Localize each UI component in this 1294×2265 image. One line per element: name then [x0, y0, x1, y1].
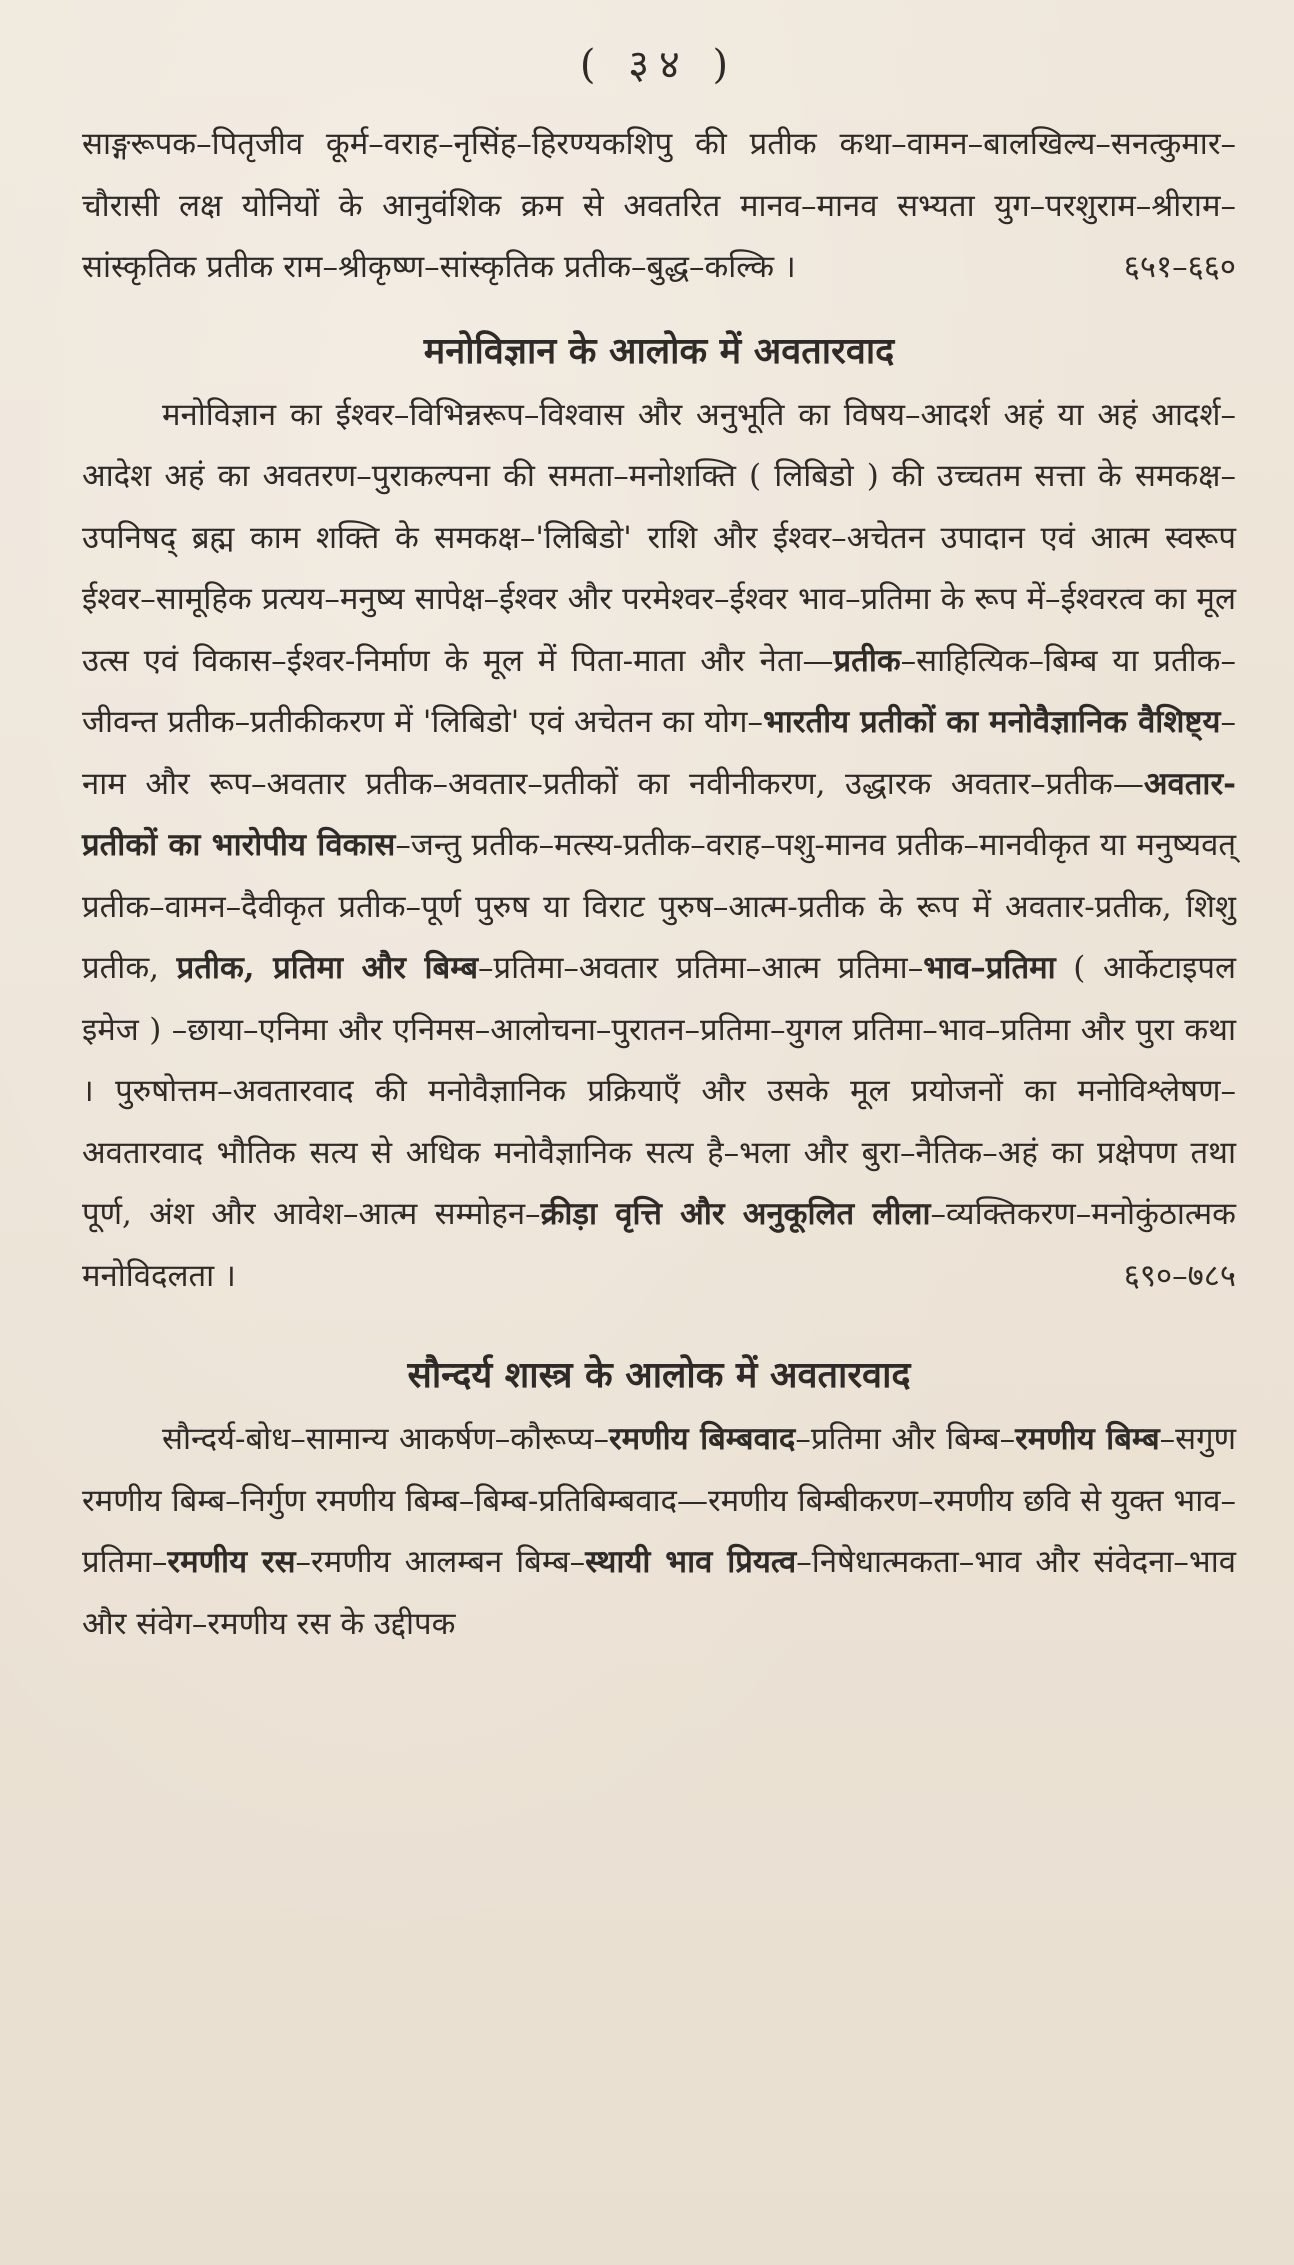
psychology-text [82, 397, 1236, 1294]
bold-term: रमणीय बिम्ब [1015, 1421, 1160, 1457]
intro-paragraph [82, 114, 1236, 299]
text-segment: –निषेधात्मकता–भाव और संवेदना–भाव और संवेग–रमणीय रस के उद्दीपक [82, 1544, 1236, 1642]
section-heading-psychology: मनोविज्ञान के आलोक में अवतारवाद [423, 329, 895, 372]
bold-term: स्थायी भाव प्रियत्व [585, 1544, 797, 1580]
bold-term: प्रतीक, प्रतिमा और बिम्ब [176, 950, 479, 986]
text-segment: ( आर्केटाइपल इमेज ) –छाया–एनिमा और एनिमस–आलोचना–पुरातन–प्रतिमा–युगल प्रतिमा–भाव–प्रतिमा और पुरा कथा । पुरुषोत्तम–अवतारवाद की मनोवैज्ञानिक प्रक्रियाएँ और उसके मूल प्रयोजनों का मनोविश्लेषण–अवतारवाद भौतिक सत्य से अधिक मनोवैज्ञानिक सत्य है–भला और बुरा–नैतिक–अहं का प्रक्षेपण तथा पूर्ण, अंश और आवेश–आत्म सम्मोहन– [82, 950, 1237, 1232]
text-segment: –रमणीय आलम्बन बिम्ब– [295, 1544, 586, 1580]
intro-paragraph-text: साङ्गरूपक–पितृजीव कूर्म–वराह–नृसिंह–हिरण्यकशिपु की प्रतीक कथा–वामन–बालखिल्य–सनत्कुमार–चौरासी लक्ष योनियों के आनुवंशिक क्रम से अवतरित मानव–मानव सभ्यता युग–परशुराम–श्रीराम–सांस्कृतिक प्रतीक राम–श्रीकृष्ण–सांस्कृतिक प्रतीक–बुद्ध–कल्कि । [82, 126, 1236, 285]
psychology-page-range: ६९०–७८५ [1123, 1257, 1236, 1294]
text-segment: –जन्तु प्रतीक–मत्स्य-प्रतीक–वराह–पशु-मानव प्रतीक–मानवीकृत या मनुष्यवत् प्रतीक–वामन–दैवीकृत प्रतीक–पूर्ण पुरुष या विराट पुरुष–आत्म-प्रतीक के रूप में अवतार-प्रतीक, शिशु प्रतीक, [82, 827, 1237, 986]
text-segment: –प्रतिमा–अवतार प्रतिमा–आत्म प्रतिमा– [478, 950, 924, 986]
bold-term: भाव–प्रतिमा [923, 950, 1056, 986]
text-segment: –साहित्यिक–बिम्ब या प्रतीक–जीवन्त प्रतीक–प्रतीकीकरण में 'लिबिडो' एवं अचेतन का योग– [82, 642, 1236, 740]
text-segment: सौन्दर्य-बोध–सामान्य आकर्षण–कौरूप्य– [162, 1421, 609, 1457]
intro-page-range: ६५१–६६० [1123, 249, 1236, 285]
bold-term: रमणीय रस [167, 1544, 296, 1580]
text-segment: –व्यक्तिकरण–मनोकुंठात्मक मनोविदलता । [82, 1196, 1236, 1294]
aesthetics-paragraph [82, 1409, 1236, 1655]
text-segment: –सगुण रमणीय बिम्ब–निर्गुण रमणीय बिम्ब–बिम्ब-प्रतिबिम्बवाद—रमणीय बिम्बीकरण–रमणीय छवि से युक्त भाव–प्रतिमा– [82, 1421, 1236, 1580]
bold-term: रमणीय बिम्बवाद [609, 1421, 796, 1457]
section-heading-aesthetics: सौन्दर्य शास्त्र के आलोक में अवतारवाद [407, 1354, 911, 1396]
bold-term: प्रतीक [833, 642, 901, 679]
bold-term: अवतार-प्रतीकों का भारोपीय विकास [82, 765, 1236, 863]
text-segment: मनोविज्ञान का ईश्वर–विभिन्नरूप–विश्वास और अनुभूति का विषय–आदर्श अहं या अहं आदर्श–आदेश अहं का अवतरण–पुराकल्पना की समता–मनोशक्ति ( लिबिडो ) की उच्चतम सत्ता के समकक्ष–उपनिषद् ब्रह्म काम शक्ति के समकक्ष–'लिबिडो' राशि और ईश्वर–अचेतन उपादान एवं आत्म स्वरूप ईश्वर–सामूहिक प्रत्यय–मनुष्य सापेक्ष–ईश्वर और परमेश्वर–ईश्वर भाव–प्रतिमा के रूप में–ईश्वरत्व का मूल उत्स एवं विकास–ईश्वर-निर्माण के मूल में पिता-माता और नेता— [82, 396, 1236, 679]
text-segment: –नाम और रूप–अवतार प्रतीक–अवतार–प्रतीकों का नवीनीकरण, उद्धारक अवतार–प्रतीक— [82, 704, 1236, 802]
text-segment: –प्रतिमा और बिम्ब– [795, 1421, 1016, 1457]
psychology-paragraph [82, 385, 1236, 1308]
page-number: ( ३४ ) [579, 42, 739, 88]
bold-term: क्रीड़ा वृत्ति और अनुकूलित लीला [540, 1196, 931, 1232]
bold-term: भारतीय प्रतीकों का मनोवैज्ञानिक वैशिष्ट्य [762, 704, 1221, 740]
